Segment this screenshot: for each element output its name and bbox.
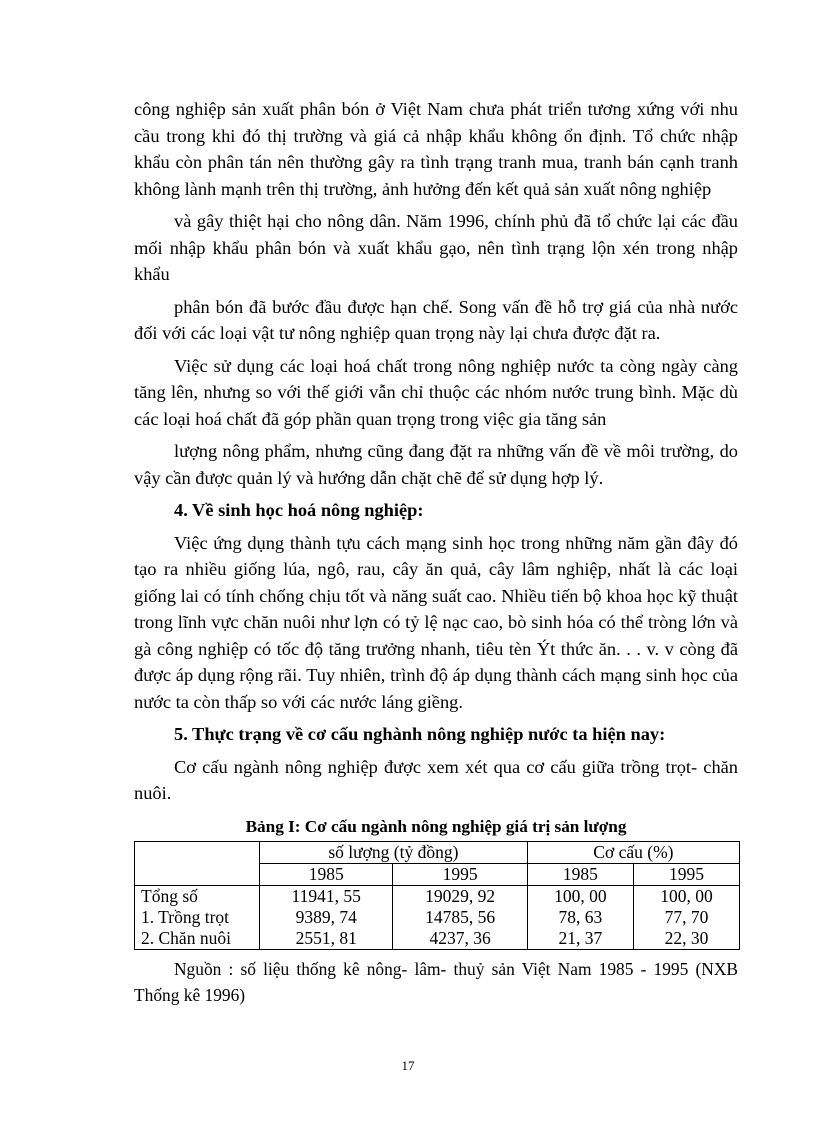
table-year-header: 1995 <box>633 863 739 885</box>
section-heading-biology: 4. Về sinh học hoá nông nghiệp: <box>174 500 424 520</box>
table-cell: 11941, 55 <box>260 885 393 907</box>
table-source-note: Nguồn : số liệu thống kê nông- lâm- thuỷ sản Việt Nam 1985 - 1995 (NXB Thống kê 1996) <box>134 958 738 1005</box>
table-row-label: 1. Trồng trọt <box>135 907 260 928</box>
agriculture-structure-table <box>134 841 740 950</box>
page-body <box>134 96 738 1008</box>
table-row <box>135 928 740 950</box>
table-row-label: Tổng số <box>135 885 260 907</box>
table-cell: 19029, 92 <box>393 885 527 907</box>
table-cell: 77, 70 <box>633 907 739 928</box>
table-cell: 9389, 74 <box>260 907 393 928</box>
table-cell: 4237, 36 <box>393 928 527 950</box>
table-cell: 2551, 81 <box>260 928 393 950</box>
table-caption: Bảng I: Cơ cấu ngành nông nghiệp giá trị sản lượng <box>245 816 627 836</box>
paragraph-fertilizer-industry: công nghiệp sản xuất phân bón ở Việt Nam chưa phát triển tương xứng với nhu cầu trong khi đó thị trường và giá cả nhập khẩu không ổn định. Tổ chức nhập khẩu còn phân tán nên thường gây ra tình trạng tranh mua, tranh bán cạnh tranh không lành mạnh trên thị trường, ảnh hưởng đến kết quả sản xuất nông nghiệp <box>134 99 738 199</box>
paragraph-structure: Cơ cấu ngành nông nghiệp được xem xét qua cơ cấu giữa trồng trọt- chăn nuôi. <box>134 756 738 803</box>
table-group-header: số lượng (tỷ đồng) <box>260 841 528 863</box>
table-year-header: 1985 <box>527 863 633 885</box>
paragraph-chemical-use: Việc sử dụng các loại hoá chất trong nông nghiệp nước ta còng ngày càng tăng lên, nhưng so với thế giới vẫn chỉ thuộc các nhóm nước trung bình. Mặc dù các loại hoá chất đã góp phần quan trọng trong việc gia tăng sản <box>134 355 738 429</box>
table-cell: 100, 00 <box>527 885 633 907</box>
paragraph-biology: Việc ứng dụng thành tựu cách mạng sinh học trong những năm gần đây đó tạo ra nhiều giống lúa, ngô, rau, cây ăn quả, cây lâm nghiệp, nhất là các loại giống lai có tính chống chịu tốt và năng suất cao. Nhiều tiến bộ khoa học kỹ thuật trong lĩnh vực chăn nuôi như lợn có tỷ lệ nạc cao, bò sinh hóa có thể tròng lớn và gà công nghiệp có tốc độ tăng trưởng nhanh, tiêu tèn Ýt thức ăn. . . v. v còng đã được áp dụng rộng rãi. Tuy nhiên, trình độ áp dụng thành cách mạng sinh học của nước ta còn thấp so với các nước láng giềng. <box>134 532 738 712</box>
table-cell: 21, 37 <box>527 928 633 950</box>
table-year-header: 1995 <box>393 863 527 885</box>
table-cell: 78, 63 <box>527 907 633 928</box>
paragraph-fertilizer-import: và gây thiệt hại cho nông dân. Năm 1996, chính phủ đã tổ chức lại các đầu mối nhập khẩu phân bón và xuất khẩu gạo, nên tình trạng lộn xén trong nhập khẩu <box>134 211 738 284</box>
table-row <box>135 885 740 907</box>
section-heading-structure: 5. Thực trạng về cơ cấu nghành nông nghiệp nước ta hiện nay: <box>174 724 666 744</box>
table-group-header: Cơ cấu (%) <box>527 841 739 863</box>
page-number: 17 <box>401 1058 415 1073</box>
table-corner-cell <box>135 841 260 885</box>
paragraph-chemical-environment: lượng nông phẩm, nhưng cũng đang đặt ra những vấn đề về môi trường, do vậy cần được quản lý và hướng dẫn chặt chẽ để sử dụng hợp lý. <box>134 441 738 488</box>
paragraph-fertilizer-price-support: phân bón đã bước đầu được hạn chế. Song vấn đề hỗ trợ giá của nhà nước đối với các loại vật tư nông nghiệp quan trọng này lại chưa được đặt ra. <box>134 296 738 343</box>
table-year-header: 1985 <box>260 863 393 885</box>
table-row <box>135 907 740 928</box>
table-cell: 100, 00 <box>633 885 739 907</box>
table-header-row <box>135 841 740 863</box>
table-cell: 14785, 56 <box>393 907 527 928</box>
table-row-label: 2. Chăn nuôi <box>135 928 260 950</box>
table-cell: 22, 30 <box>633 928 739 950</box>
